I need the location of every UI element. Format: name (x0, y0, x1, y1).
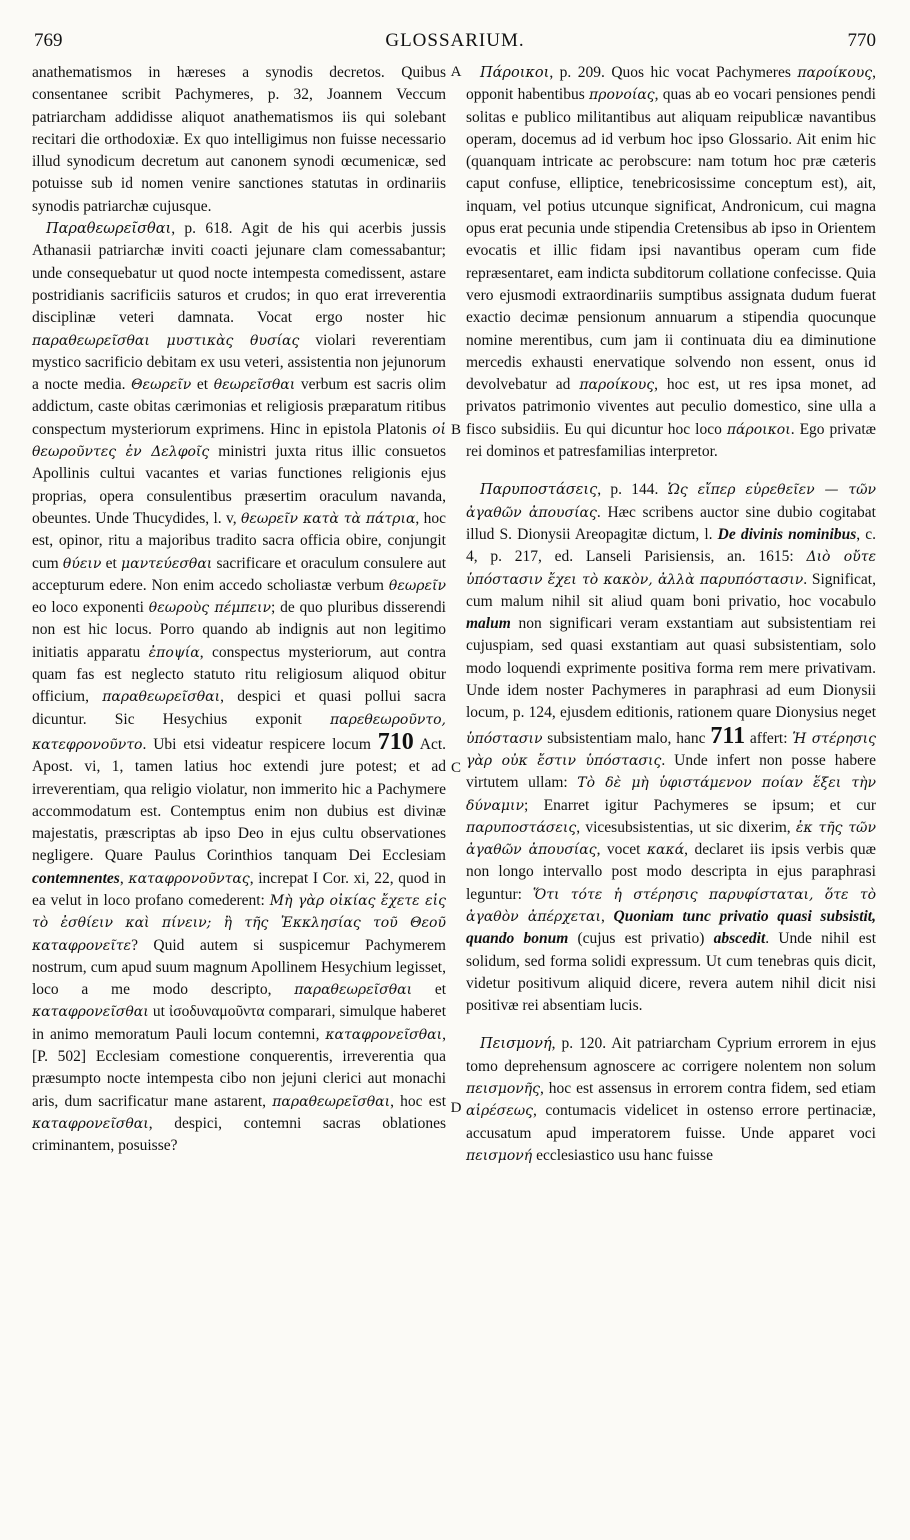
margin-marker-c: C (450, 760, 461, 776)
entry-lemma: Παρυποστάσεις (480, 482, 598, 499)
running-title: GLOSSARIUM. (385, 30, 525, 51)
left-paragraph-continuation: anathematismos in hæreses a synodis decretos. Quibus consentanee scribit Pachymeres, p. 32, Joannem Veccum patriarcham addidisse aliquot anathematismos iis qui solebant recitari die orthodoxiæ. Ex quo intelligimus non fuisse necessario illud synodicum decretum aut canonem synodi œcumenicæ, sed potuisse sub id nomen venire sanctiones statutas in ordinariis synodis patriarchæ cujusque. (32, 64, 446, 215)
entry-parypostaseis: Παρυποστάσεις, p. 144. Ὡς εἴπερ εὑρεθεῖεν — τῶν ἀγαθῶν ἀπουσίας. Hæc scribens auctor sine dubio cogitabat illud S. Dionysii Areopagitæ dictum, l. De divinis nominibus, c. 4, p. 217, ed. Lanseli Parisiensis, an. 1615: Διὸ οὔτε ὑπόστασιν ἔχει τὸ κακὸν, ἀλλὰ παρυπόστασιν. Significat, cum malum nihil sit aliud quam boni privatio, hoc vocabulo malum non significari veram exstantiam aut subsistentiam rei cujuspiam, sed quasi exstantiam aut quasi subsistentiam, solo modo loquendi exprimente positiva forma rem mere privativam. Unde idem noster Pachymeres in paraphrasi ad eum Dionysii locum, p. 124, ejusdem editionis, rationem quare Dionysius neget ὑπόστασιν subsistentiam malo, hanc 711 affert: Ἡ στέρησις γὰρ οὐκ ἔστιν ὑπόστασις. Unde infert non posse habere virtutem ullam: Τὸ δὲ μὴ ὑφιστάμενον ποίαν ἕξει τὴν δύναμιν; Enarret igitur Pachymeres se ipsum; et cur παρυποστάσεις, vicesubsistentias, ut sic dixerim, ἐκ τῆς τῶν ἀγαθῶν ἀπουσίας, vocet κακά, declaret iis ipsis verbis quæ non longo intervallo post modo descripta in ejus paraphrasi leguntur: Ὅτι τότε ἡ στέρησις παρυφίσταται, ὅτε τὸ ἀγαθὸν ἀπέρχεται, Quoniam tunc privatio quasi subsistit, quando bonum (cujus est privatio) abscedit. Unde nihil est solidum, sed forma solidi expressum. Ut cum tenebras quis dicit, videtur positivum aliquid dicere, revera autem nihil dicit nisi positivæ rei absentiam lucis. (466, 481, 877, 1015)
entry-parathewreisthai: Παραθεωρεῖσθαι, p. 618. Agit de his qui acerbis jussis Athanasii patriarchæ inviti coacti jejunare clam comessabantur; unde consequebatur ut quod nocte intempesta comedissent, astare postridianis sacrificiis saturos et crudos; in quo erat irreverentia disciplinæ veteri damnata. Vocat ergo noster hic παραθεωρεῖσθαι μυστικὰς θυσίας violari reverentiam mystico sacrificio debitam ex usu veteri, assistentia non jejunorum a nocte media. Θεωρεῖν et θεωρεῖσθαι verbum est sacris olim addictum, caste obitas cærimonias et religiosis præparatum ritibus conspectum mysteriorum exprimens. Hinc in epistola Platonis οἱ θεωροῦντες ἐν Δελφοῖς ministri juxta ritus illic consuetos Apollinis cultui vacantes et varias functiones religionis ejus proprias, opera consulentibus præsertim oraculum navanda, obeuntes. Unde Thucydides, l. v, θεωρεῖν κατὰ τὰ πάτρια, hoc est, opinor, ritu a majoribus tradito sacra officia obire, conjungit cum θύειν et μαντεύεσθαι sacrificare et oraculum consulere aut accepturum edere. Non enim accedo scholiastæ verbum θεωρεῖν eo loco exponenti θεωροὺς πέμπειν; de quo pluribus disserendi non est hic locus. Porro quando ab indignis aut non legitimo initiatis apparatu ἐποψία, conspectus mysteriorum, aut contra quam fas est neglecto statuto ritu religiosum aliquod obitur officium, παραθεωρεῖσθαι, despici et quasi pollui sacra dicuntur. Sic Hesychius exponit παρεθεωροῦντο, κατεφρονοῦντο. Ubi etsi videatur respicere locum 710 Act. Apost. vi, 1, tamen latius hoc extendi jure potest; et ad irreverentiam, qua religio violatur, non immerito hic a Pachymere accommodatum est. Contemptus enim non dubius est divinæ majestatis, præscriptas ab ipso Deo in ejus cultu observationes negligere. Quare Paulus Corinthios tanquam Dei Ecclesiam contemnentes, καταφρονοῦντας, increpat I Cor. xi, 22, quod in ea velut in loco profano comederent: Μὴ γὰρ οἰκίας ἔχετε εἰς τὸ ἐσθίειν καὶ πίνειν; ἢ τῆς Ἐκκλησίας τοῦ Θεοῦ καταφρονεῖτε? Quid autem si suspicemur Pachymerem nostrum, cum apud suum magnum Apollinem Hesychium legisset, loco a me modo descripto, παραθεωρεῖσθαι et καταφρονεῖσθαι ut ἰσοδυναμοῦντα comparari, simulque haberet in animo memoratum Pauli locum contemni, καταφρονεῖσθαι, [P. 502] Ecclesiam comestione conquerentis, irreverentia qua præsumpto nocte intempesta cibo non jejuni clerici aut monachi aris, dum sacrificatur mane astarent, παραθεωρεῖσθαι, hoc est καταφρονεῖσθαι, despici, contemni sacras oblationes criminantem, posuisse? (32, 220, 447, 1155)
entry-lemma: Πεισμονή (480, 1036, 552, 1053)
column-number-711: 711 (710, 722, 746, 749)
right-column (466, 62, 876, 1167)
page-header (34, 30, 876, 58)
entry-peismone: Πεισμονή, p. 120. Ait patriarcham Cyprium errorem in ejus tomo deprehensum agnoscere ac corrigere nolentem non solum πεισμονῆς, hoc est assensus in errorem contra fidem, sed etiam αἱρέσεως, contumacis videlicet in ostenso errore pertinaciæ, accusatum apud imperatorem fuisse. Unde apparet voci πεισμονή ecclesiastico usu hanc fuisse (466, 1035, 876, 1164)
page-number-right: 770 (847, 30, 876, 51)
entry-lemma: Παραθεωρεῖσθαι (46, 221, 172, 238)
entry-paroikoi: Πάροικοι, p. 209. Quos hic vocat Pachymeres παροίκους, opponit habentibus προνοίας, quas ab eo vocari pensiones pendi solitas e publico militantibus aut aliquam reipublicæ navantibus operam, docemus ad id verbum hoc ipso Glossario. Ait enim hic (quanquam intricate ac perobscure: nam totum hoc præ cæteris caput confuse, elliptice, tenebricosissime conceptum est), ait, inquam, vel potius utcunque significat, Andronicum, cui magna opus erat pecunia unde stipendia Cretensibus ab ipso in Orientem evocatis et illic fidam ipsi navantibus operam cum fide repræsentaret, eam indicta subditorum collatione confecisse. Quia vero ejusmodi extraordinariis sumptibus assignata dudum fuerat exactio decimæ pensionum annuarum a stipendia quocunque nomine merentibus, cum jam ii continuata diu ea diminutione mercedis exhausti enervatique solvendo non essent, onus id devolvebatur ad παροίκους, hoc est, ut res ipsa monet, ad privatos patrimonio viventes aut peculio domestico, sine ulla a fisco subsidiis. Eu qui dicuntur hoc loco πάροικοι. Ego privatæ rei dominos et patresfamilias interpretor. (466, 64, 876, 461)
left-column (32, 62, 446, 1158)
margin-marker-b: B (450, 422, 461, 438)
entry-lemma: Πάροικοι (480, 65, 550, 81)
margin-marker-d: D (450, 1100, 462, 1116)
column-number-710: 710 (377, 728, 414, 755)
page-number-left: 769 (34, 30, 63, 51)
margin-marker-a: A (450, 64, 462, 80)
